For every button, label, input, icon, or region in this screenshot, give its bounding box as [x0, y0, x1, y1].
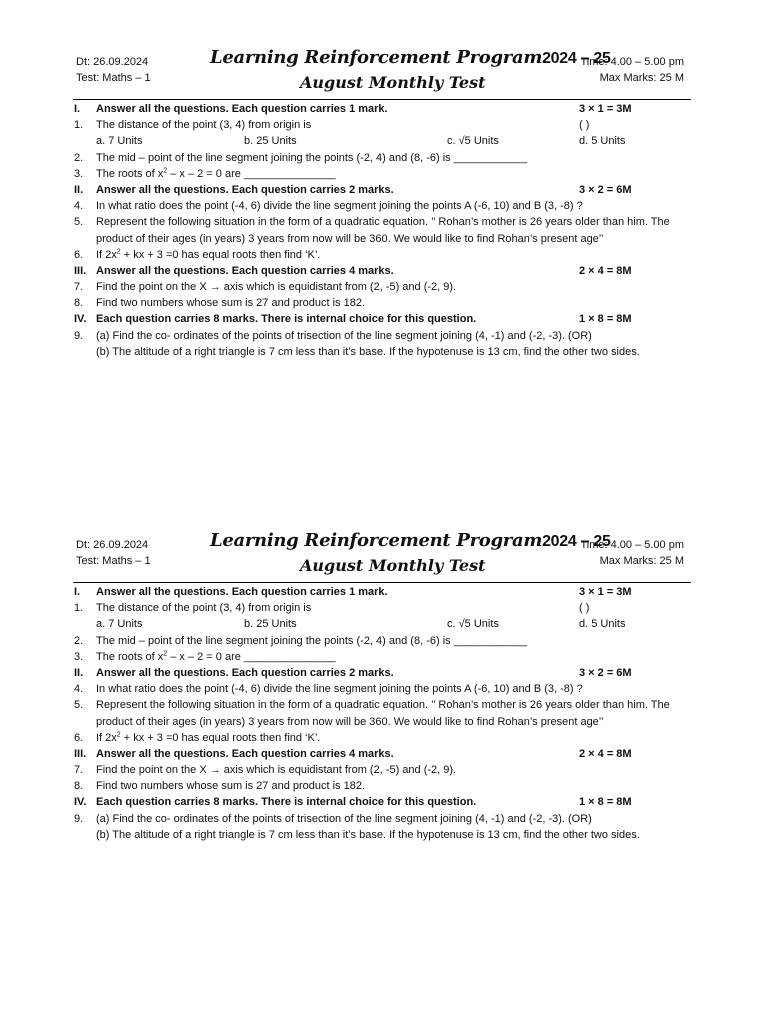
questions-body — [0, 101, 768, 360]
question-text: In what ratio does the point (-4, 6) divide the line segment joining the points A (-6, 10) and B (3, -8) ? — [96, 683, 583, 696]
section-instruction: Answer all the questions. Each question carries 2 marks. — [96, 666, 394, 679]
section-instruction: Each question carries 8 marks. There is internal choice for this question. — [96, 313, 477, 326]
option-b: b. 25 Units — [244, 618, 297, 631]
question-9a — [0, 328, 768, 344]
question-text-part: + kx + 3 =0 has equal roots then find ‘K’. — [120, 731, 321, 744]
paper-header — [0, 42, 768, 102]
time-text: Time: 4.00 – 5.00 pm — [580, 539, 684, 551]
section-2-heading — [0, 665, 768, 681]
section-instruction: Answer all the questions. Each question carries 1 mark. — [96, 103, 388, 115]
question-number: 4. — [74, 683, 84, 696]
question-text: (a) Find the co- ordinates of the points of trisection of the line segment joining (4, -1) and (-2, -3). (OR) — [96, 329, 592, 342]
question-text — [96, 166, 768, 182]
question-number: 5. — [74, 699, 84, 712]
question-text-part: The roots of x — [96, 167, 164, 180]
option-d: d. 5 Units — [579, 135, 626, 148]
max-marks-text: Max Marks: 25 M — [599, 555, 684, 567]
question-text: Find the point on the X → axis which is equidistant from (2, -5) and (-2, 9). — [96, 281, 457, 294]
section-number: I. — [74, 586, 81, 598]
question-9a — [0, 811, 768, 827]
exponent: 2 — [163, 167, 168, 175]
test-subtitle: August Monthly Test — [300, 556, 486, 575]
section-instruction: Answer all the questions. Each question carries 2 marks. — [96, 183, 394, 196]
question-7 — [0, 762, 768, 778]
section-instruction: Answer all the questions. Each question carries 1 mark. — [96, 586, 388, 598]
question-text: (b) The altitude of a right triangle is 7 cm less than it’s base. If the hypotenuse is 13 cm, find the other two sides. — [96, 828, 640, 841]
question-2 — [0, 633, 768, 649]
answer-bracket: ( ) — [579, 119, 590, 132]
section-marks: 1 × 8 = 8M — [579, 313, 632, 326]
question-number: 1. — [74, 119, 84, 132]
question-paper-copy-1 — [0, 42, 768, 482]
question-text — [96, 730, 768, 746]
question-text: Represent the following situation in the form of a quadratic equation. ’’ Rohan’s mother is 26 years older than him. The product of their ages (in years) 3 years from now will be 360. We would like to find Rohan’s present age’’ — [96, 699, 670, 728]
program-title — [210, 530, 611, 551]
section-number: III. — [74, 264, 87, 277]
exponent: 2 — [116, 731, 121, 739]
program-title-text: Learning Reinforcement Program — [210, 530, 543, 551]
academic-year: 2024 – 25 — [542, 50, 611, 67]
question-number: 6. — [74, 731, 84, 744]
option-c: c. √5 Units — [447, 135, 499, 148]
question-number: 3. — [74, 167, 84, 180]
exponent: 2 — [163, 650, 168, 658]
question-text — [96, 649, 768, 665]
question-number: 7. — [74, 764, 84, 777]
question-7 — [0, 279, 768, 295]
option-c: c. √5 Units — [447, 618, 499, 631]
question-text: In what ratio does the point (-4, 6) divide the line segment joining the points A (-6, 10) and B (3, -8) ? — [96, 200, 583, 213]
section-number: IV. — [74, 796, 87, 809]
option-d: d. 5 Units — [579, 618, 626, 631]
question-6 — [0, 730, 768, 746]
question-8 — [0, 295, 768, 311]
question-4 — [0, 681, 768, 697]
header-divider — [73, 582, 691, 583]
section-instruction: Answer all the questions. Each question carries 4 marks. — [96, 747, 394, 760]
section-marks: 3 × 1 = 3M — [579, 103, 632, 115]
program-title-text: Learning Reinforcement Program — [210, 47, 543, 68]
question-9b — [0, 827, 768, 843]
question-2 — [0, 150, 768, 166]
question-8 — [0, 778, 768, 794]
question-3 — [0, 166, 768, 182]
question-1-options — [0, 133, 768, 149]
section-2-heading — [0, 182, 768, 198]
question-number: 5. — [74, 216, 84, 229]
section-number: II. — [74, 666, 84, 679]
question-4 — [0, 198, 768, 214]
section-1-heading — [0, 101, 768, 117]
date-text: Dt: 26.09.2024 — [76, 539, 149, 551]
question-number: 1. — [74, 602, 84, 615]
question-text: The distance of the point (3, 4) from origin is — [96, 602, 312, 615]
section-number: III. — [74, 747, 87, 760]
question-number: 9. — [74, 329, 84, 342]
section-marks: 3 × 2 = 6M — [579, 666, 632, 679]
academic-year: 2024 – 25 — [542, 533, 611, 550]
question-number: 8. — [74, 780, 84, 793]
question-1 — [0, 600, 768, 616]
section-marks: 1 × 8 = 8M — [579, 796, 632, 809]
question-number: 8. — [74, 297, 84, 310]
section-4-heading — [0, 794, 768, 810]
section-number: II. — [74, 183, 84, 196]
test-name: Test: Maths – 1 — [76, 72, 151, 84]
section-4-heading — [0, 311, 768, 327]
question-text-part: – x – 2 = 0 are _______________ — [167, 650, 336, 663]
section-3-heading — [0, 746, 768, 762]
question-number: 6. — [74, 248, 84, 261]
question-text: The distance of the point (3, 4) from origin is — [96, 119, 312, 132]
question-9b — [0, 344, 768, 360]
question-text: The mid – point of the line segment joining the points (-2, 4) and (8, -6) is ____________ — [96, 634, 528, 647]
question-text: Find the point on the X → axis which is equidistant from (2, -5) and (-2, 9). — [96, 764, 457, 777]
option-b: b. 25 Units — [244, 135, 297, 148]
question-5 — [0, 214, 768, 246]
answer-bracket: ( ) — [579, 602, 590, 615]
question-1 — [0, 117, 768, 133]
question-text-part: + kx + 3 =0 has equal roots then find ‘K’. — [120, 248, 321, 261]
program-title — [210, 47, 611, 68]
section-marks: 2 × 4 = 8M — [579, 747, 632, 760]
option-a: a. 7 Units — [96, 135, 143, 148]
test-name: Test: Maths – 1 — [76, 555, 151, 567]
question-text — [96, 247, 768, 263]
paper-header — [0, 525, 768, 585]
question-number: 3. — [74, 650, 84, 663]
question-text-part: If 2x — [96, 731, 117, 744]
option-a: a. 7 Units — [96, 618, 143, 631]
question-text-part: – x – 2 = 0 are _______________ — [167, 167, 336, 180]
section-3-heading — [0, 263, 768, 279]
section-marks: 3 × 2 = 6M — [579, 183, 632, 196]
question-3 — [0, 649, 768, 665]
question-number: 9. — [74, 812, 84, 825]
time-text: Time: 4.00 – 5.00 pm — [580, 56, 684, 68]
section-marks: 2 × 4 = 8M — [579, 264, 632, 277]
question-text: Find two numbers whose sum is 27 and product is 182. — [96, 297, 366, 310]
date-text: Dt: 26.09.2024 — [76, 56, 149, 68]
question-1-options — [0, 616, 768, 632]
question-6 — [0, 247, 768, 263]
section-number: IV. — [74, 313, 87, 326]
question-number: 2. — [74, 634, 84, 647]
question-text: (b) The altitude of a right triangle is 7 cm less than it’s base. If the hypotenuse is 13 cm, find the other two sides. — [96, 345, 640, 358]
question-text: (a) Find the co- ordinates of the points of trisection of the line segment joining (4, -1) and (-2, -3). (OR) — [96, 812, 592, 825]
question-text: Find two numbers whose sum is 27 and product is 182. — [96, 780, 366, 793]
question-text: Represent the following situation in the form of a quadratic equation. ’’ Rohan’s mother is 26 years older than him. The product of their ages (in years) 3 years from now will be 360. We would like to find Rohan’s present age’’ — [96, 216, 670, 245]
question-number: 4. — [74, 200, 84, 213]
question-text: The mid – point of the line segment joining the points (-2, 4) and (8, -6) is ____________ — [96, 151, 528, 164]
section-marks: 3 × 1 = 3M — [579, 586, 632, 598]
question-text-part: If 2x — [96, 248, 117, 261]
section-instruction: Answer all the questions. Each question carries 4 marks. — [96, 264, 394, 277]
section-instruction: Each question carries 8 marks. There is internal choice for this question. — [96, 796, 477, 809]
question-paper-copy-2 — [0, 525, 768, 965]
section-number: I. — [74, 103, 81, 115]
exponent: 2 — [116, 248, 121, 256]
questions-body — [0, 584, 768, 843]
question-number: 7. — [74, 281, 84, 294]
question-number: 2. — [74, 151, 84, 164]
question-text-part: The roots of x — [96, 650, 164, 663]
section-1-heading — [0, 584, 768, 600]
header-divider — [73, 99, 691, 100]
max-marks-text: Max Marks: 25 M — [599, 72, 684, 84]
question-5 — [0, 697, 768, 729]
test-subtitle: August Monthly Test — [300, 73, 486, 92]
